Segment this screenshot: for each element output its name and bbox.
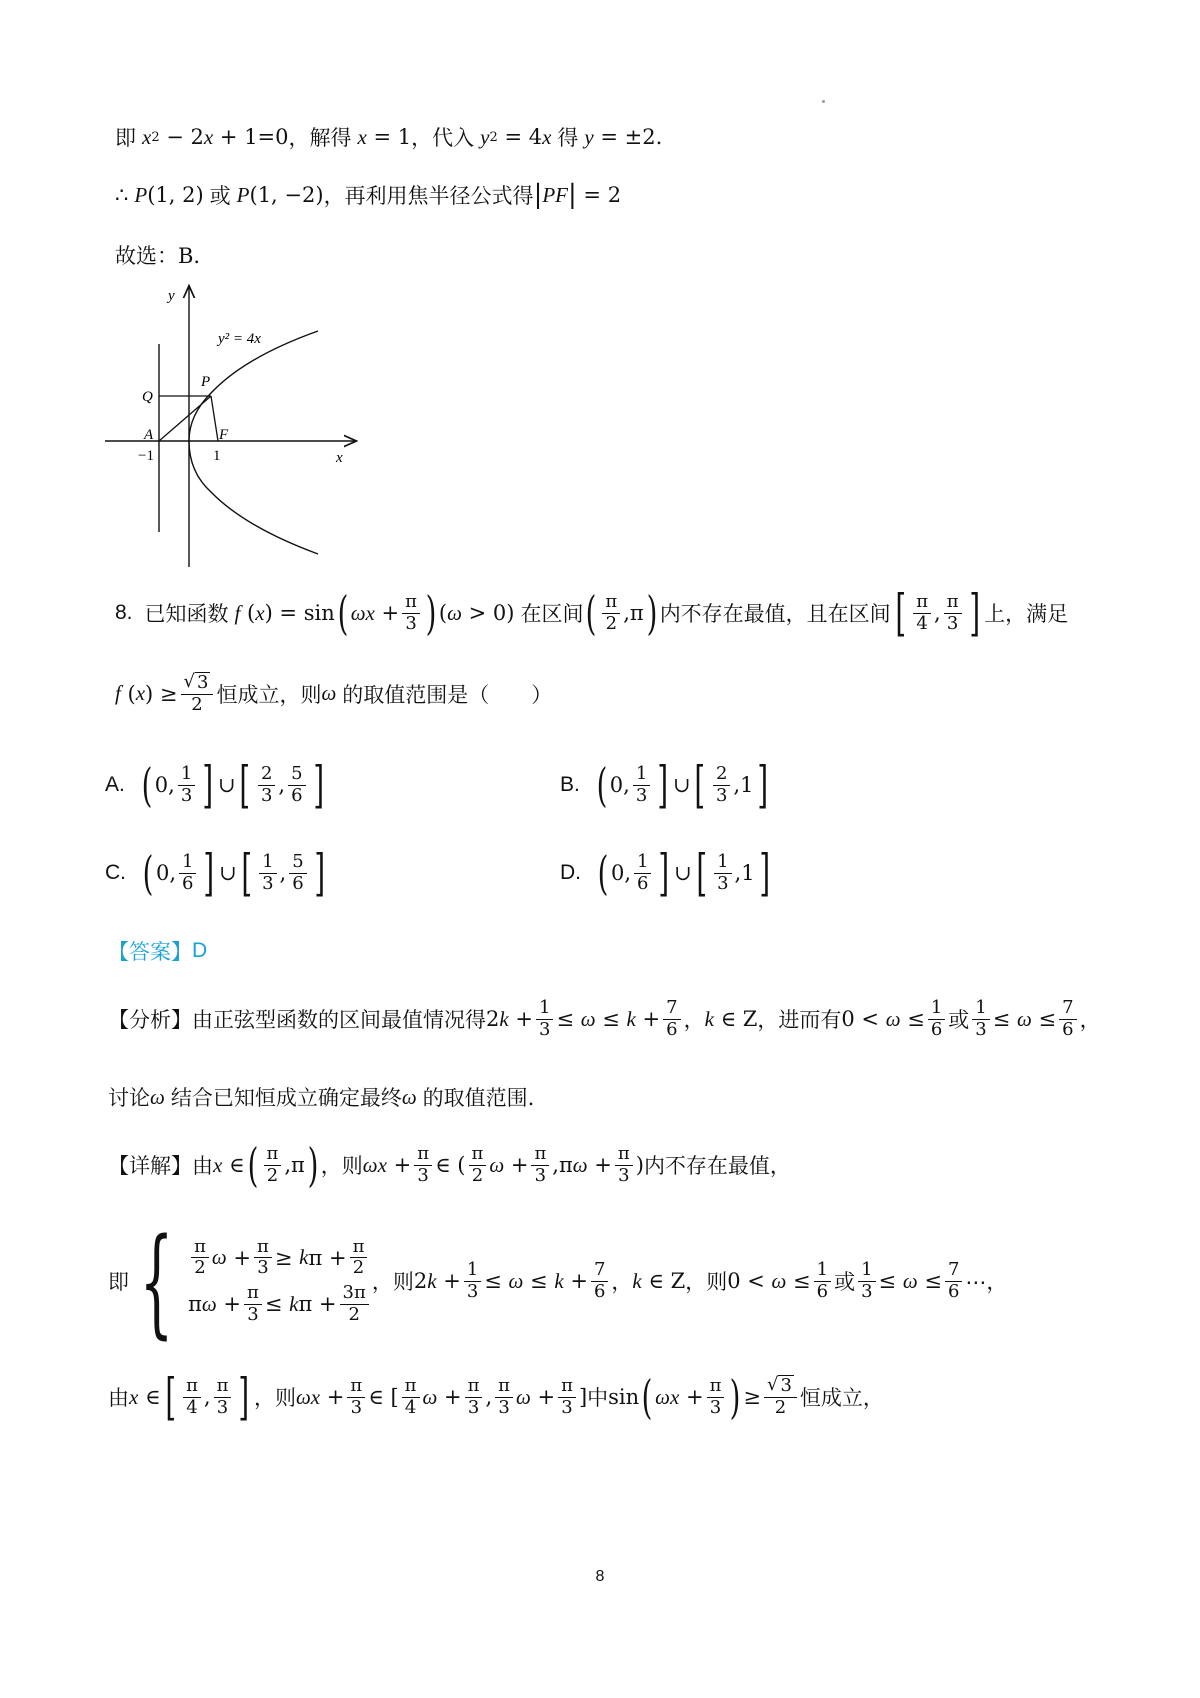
page-number: 8	[595, 1568, 605, 1585]
label-F: F	[219, 427, 229, 443]
label-Q: Q	[142, 389, 153, 405]
solution-line-3: 故选：B.	[115, 244, 201, 268]
label-P: P	[201, 374, 211, 390]
label-x: x	[336, 450, 343, 466]
stray-dot	[822, 100, 825, 103]
label-y: y	[168, 288, 175, 304]
choice-a[interactable]: A. ( 0, $\frac{1}{3}$ ] ∪ [ $\frac{2}{3}$ , $\frac{5}{6}$ ]	[105, 756, 324, 814]
segment-PF	[211, 396, 218, 441]
curve-label: y² = 4x	[218, 331, 261, 347]
solution-line-2: ∴ P (1, 2) 或 P (1, −2) ，再利用焦半径公式得 | PF | = 2	[115, 180, 622, 210]
choice-c[interactable]: C. ( 0, $\frac{1}{6}$ ] ∪ [ $\frac{1}{3}$ , $\frac{5}{6}$ ]	[105, 844, 325, 902]
question-8-line-1: 8. 已知函数 f ( x ) = sin ( ωx + $\frac{\pi}{3}$ ) ( ω > 0) 在区间 ( $\frac{\pi}{2}$ ,π ) 内不存在最值，且在区间 [ $\frac{\pi}{4}$ , $\frac{\pi}{3}$ ] 上，满足	[115, 584, 1069, 642]
choice-b[interactable]: B. ( 0, $\frac{1}{3}$ ] ∪ [ $\frac{2}{3}$ ,1 ]	[560, 756, 769, 814]
segment-AP	[159, 396, 211, 441]
detail-line-3: 由 x ∈ [ $\frac{\pi}{4}$ , $\frac{\pi}{3}$ ] ，则 ωx + $\frac{\pi}{3}$ ∈ [ $\frac{\pi}{4}$ ω + $\frac{\pi}{3}$ , $\frac{\pi}{3}$ ω + $\frac{\pi}{3}$ ] 中 sin ( ωx + $\frac{\pi}{3}$ ) ≥ √ 3 2 恒成立，	[108, 1368, 884, 1426]
label-A: A	[144, 427, 154, 443]
parabola-curve	[189, 331, 318, 554]
detail-line-2: 即 { $\frac{\pi}{2}$ ω + $\frac{\pi}{3}$ ≥ k π + $\frac{\pi}{2}$ π ω + $\frac{\pi}{3}$ ≤ k π + $\frac{3\pi}{2}$ ，则 2 k + $\frac{1}{3}$ ≤ ω ≤ k + $\frac{7}{6}$ ， k ∈ Z ，则 0 < ω ≤ $\frac{1}{6}$ 或 $\frac{1}{3}$ ≤ ω ≤ $\frac{7}{6}$ ⋯，	[108, 1212, 1008, 1350]
parabola-figure	[100, 282, 370, 582]
analysis-line-1: 【分析】 由正弦型函数的区间最值情况得 2 k + $\frac{1}{3}$ ≤ ω ≤ k + $\frac{7}{6}$ ， k ∈ Z ，进而有 0 < ω ≤ $\frac{1}{6}$ 或 $\frac{1}{3}$ ≤ ω ≤ $\frac{7}{6}$ ，	[108, 997, 1101, 1040]
inequality-system: { $\frac{\pi}{2}$ ω + $\frac{\pi}{3}$ ≥ k π + $\frac{\pi}{2}$ π ω + $\frac{\pi}{3}$ ≤ k π + $\frac{3\pi}{2}$	[129, 1222, 372, 1340]
answer-line: 【答案】 D	[108, 939, 208, 964]
choice-d[interactable]: D. ( 0, $\frac{1}{6}$ ] ∪ [ $\frac{1}{3}$ ,1 ]	[560, 844, 770, 902]
detail-line-1: 【详解】 由 x ∈ ( $\frac{\pi}{2}$ ,π ) ，则 ωx + $\frac{\pi}{3}$ ∈ ( $\frac{\pi}{2}$ ω + $\frac{\pi}{3}$ ,π ω + $\frac{\pi}{3}$ ) 内不存在最值，	[108, 1138, 791, 1192]
label-minus-one: −1	[138, 448, 154, 464]
solution-line-1: 即 x 2 − 2 x + 1=0 ，解得 x = 1 ，代入 y 2 = 4 x 得 y = ±2.	[115, 124, 663, 150]
label-one: 1	[213, 448, 221, 464]
question-8-line-2: f ( x ) ≥ √ 3 2 恒成立，则 ω 的取值范围是（ ）	[115, 671, 553, 715]
analysis-line-2: 讨论 ω 结合已知恒成立确定最终 ω 的取值范围.	[108, 1084, 535, 1110]
